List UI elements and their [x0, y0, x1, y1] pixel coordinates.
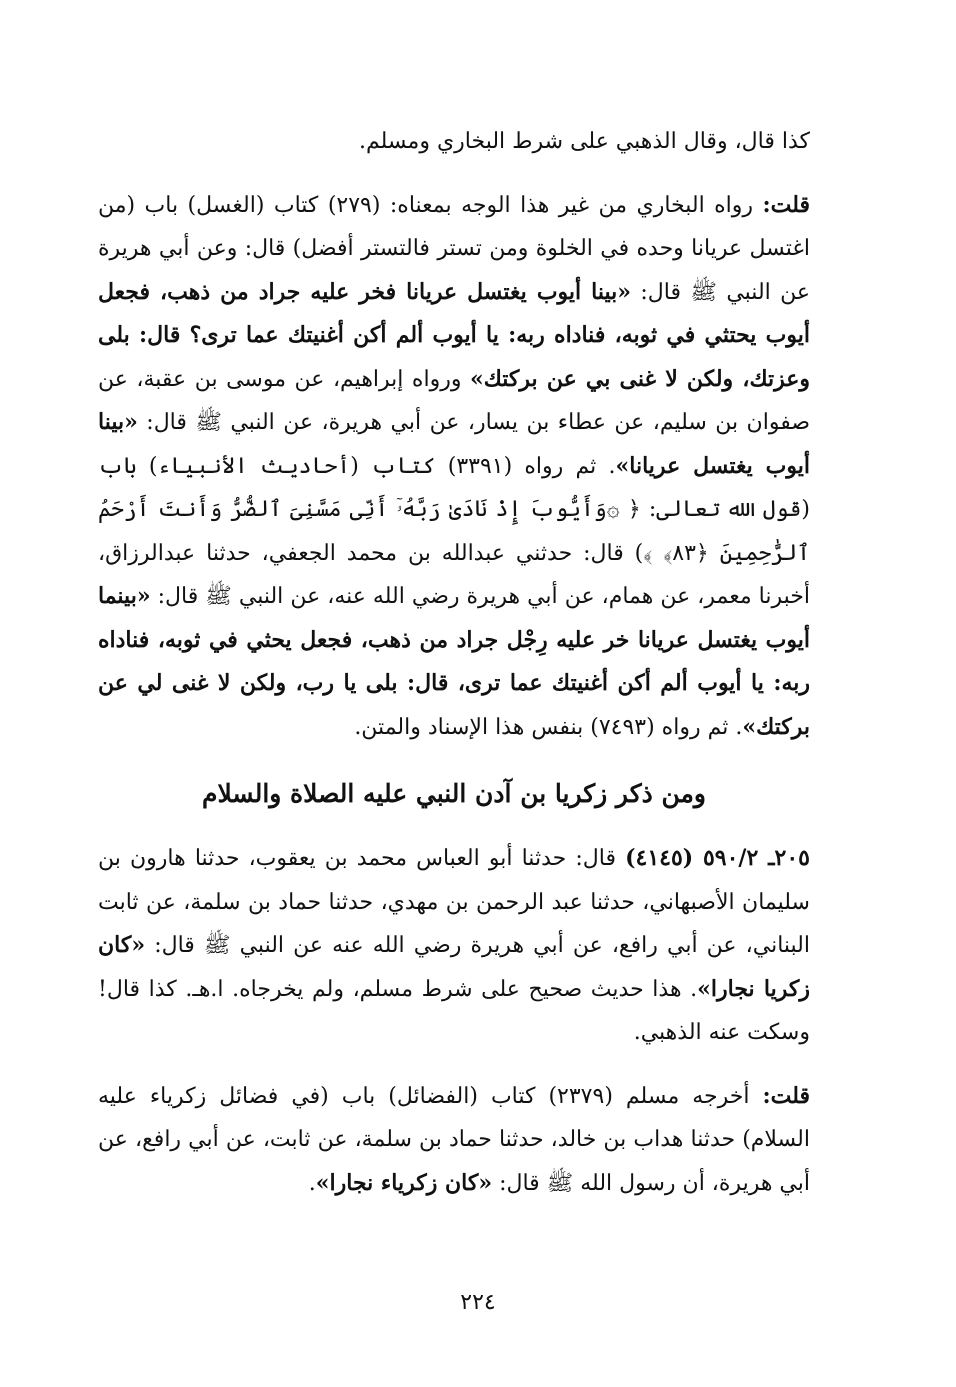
hadith-205-text-1: قال: حدثنا أبو العباس محمد بن يعقوب، حدثنا هارون بن سليمان الأصبهاني، حدثنا عبد الرحمن بن مهدي، حدثنا حماد بن سلمة، عن ثابت البناني، عن أبي رافع، عن أبي هريرة رضي الله عنه عن النبي ﷺ قال: — [98, 846, 810, 958]
paragraph-muslim — [98, 1075, 810, 1206]
bukhari-text-4: . ثم رواه (٧٤٩٣) بنفس هذا الإسناد والمتن. — [354, 714, 743, 740]
page-body — [98, 120, 810, 1205]
qultu-label: قلت: — [762, 191, 810, 218]
muslim-text-2: . — [308, 1170, 316, 1196]
hadith-quote-3: «بينما أيوب يغتسل عريانا خر عليه رِجْل جراد من ذهب، فجعل يحثي في ثوبه، فناداه ربه: يا أيوب ألم أكن أغنيتك عما ترى، قال: بلى يا رب، ولكن لا غنى لي عن بركتك» — [98, 583, 810, 740]
bukhari-text-3: . ثم رواه (٣٣٩١) كتاب (أحاديث الأنبياء) باب (قول الله تعالى: ﴿ ۞وَأَيُّوبَ إِذْ نَادَىٰ رَبَّهُۥٓ أَنِّى مَسَّنِىَ ٱلضُّرُّ وَأَنتَ أَرْحَمُ ٱلرَّٰحِمِينَ ﴿٨٣﴾ ﴾) قال: حدثني عبدالله بن محمد الجعفي، حدثنا عبدالرزاق، أخبرنا معمر، عن همام، عن أبي هريرة رضي الله عنه، عن النبي ﷺ قال: — [98, 453, 810, 609]
page-number: ٢٢٤ — [460, 1290, 496, 1315]
muslim-text-1: أخرجه مسلم (٢٣٧٩) كتاب (الفضائل) باب (في فضائل زكرياء عليه السلام) حدثنا هداب بن خالد، حدثنا حماد بن سلمة، عن ثابت، عن أبي رافع، عن أبي هريرة، أن رسول الله ﷺ قال: — [98, 1083, 810, 1196]
hadith-quote-2: «بينا أيوب يغتسل عريانا» — [98, 409, 810, 479]
bukhari-text-2: ورواه إبراهيم، عن موسى بن عقبة، عن صفوان بن سليم، عن عطاء بن يسار، عن أبي هريرة، عن النبي ﷺ قال: — [98, 366, 810, 435]
intro-text: كذا قال، وقال الذهبي على شرط البخاري ومسلم. — [359, 129, 810, 154]
section-heading: ومن ذكر زكريا بن آدن النبي عليه الصلاة والسلام — [202, 779, 706, 808]
hadith-205-text-2: . هذا حديث صحيح على شرط مسلم، ولم يخرجاه. ا.هـ. كذا قال! وسكت عنه الذهبي. — [98, 976, 810, 1045]
bukhari-text-1: رواه البخاري من غير هذا الوجه بمعناه: (٢٧٩) كتاب (الغسل) باب (من اغتسل عريانا وحده في الخلوة ومن تستر فالتستر أفضل) قال: وعن أبي هريرة عن النبي ﷺ قال: — [98, 192, 810, 305]
qultu-label-2: قلت: — [762, 1082, 810, 1109]
paragraph-intro — [98, 120, 810, 164]
hadith-quote-1: «بينا أيوب يغتسل عريانا فخر عليه جراد من ذهب، فجعل أيوب يحتثي في ثوبه، فناداه ربه: يا أيوب ألم أكن أغنيتك عما ترى؟ قال: بلى وعزتك، ولكن لا غنى بي عن بركتك» — [98, 278, 811, 392]
hadith-number: ٢٠٥ـ ٥٩٠/٢ (٤١٤٥) — [625, 845, 810, 871]
muslim-quote: «كان زكرياء نجارا» — [315, 1169, 493, 1196]
paragraph-bukhari — [98, 184, 810, 750]
paragraph-hadith-205 — [98, 837, 810, 1055]
hadith-205-quote: «كان زكريا نجارا» — [98, 932, 810, 1002]
